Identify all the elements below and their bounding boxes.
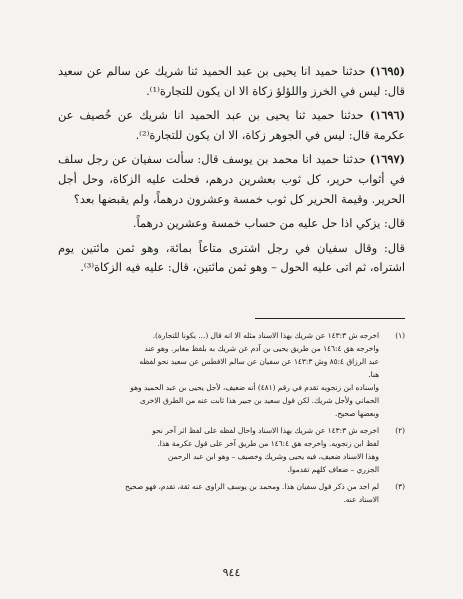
hadith-paragraph: [58, 62, 405, 101]
main-text: [58, 62, 405, 278]
hadith-number: (١٦٩٧): [369, 152, 406, 167]
footnote: [58, 480, 405, 506]
footnote-line: الاسناد عنه.: [343, 494, 379, 504]
hadith-text: حدثنا حميد ثنا يحيى بن عبد الحميد انا شريك عن خُصيف عن عكرمة قال: ليس في الجوهر زكاة، الا ان يكون للتجارة⁽²⁾.: [58, 108, 405, 142]
footnote-number: (١): [395, 330, 405, 340]
footnote-number: (٢): [395, 425, 405, 435]
answer-text: قال: يزكي اذا حل عليه من حساب خمسة وعشرين درهماً.: [132, 216, 405, 231]
footnote-line: واخرجه هق ١٤٦:٤ من طريق يحيى بن آدم عن شريك به بلفظ مغاير. وهو عند: [144, 343, 379, 353]
answer-text: قال: وقال سفيان في رجل اشترى متاعاً بمائة، وهو ثمن مائتين يوم اشتراه، ثم اتى عليه الحول – وهو ثمن مائتين، قال: عليه فيه الزكاة⁽³⁾.: [58, 240, 405, 275]
footnote: [58, 424, 405, 476]
footnote-line: الجزري – ضعاف كلهم تقدموا.: [287, 464, 379, 474]
footnote-line: وبعضها صحيح.: [334, 408, 379, 418]
footnote-line: لم اجد من ذكر قول سفيان هذا. ومحمد بن يوسف الراوي عنه ثقة، تقدم، فهو صحيح: [125, 481, 379, 491]
footnote-body: [58, 329, 379, 420]
hadith-text: حدثنا حميد انا يحيى بن عبد الحميد ثنا شريك عن سالم عن سعيد قال: ليس في الخرز واللؤلؤ زكاة الا ان يكون للتجارة⁽¹⁾.: [58, 64, 405, 98]
hadith-text: حدثنا حميد انا محمد بن يوسف قال: سألت سفيان عن رجل سلف في أثواب حرير، كل ثوب بعشرين درهم، فحلت عليه الزكاة، وحل أجل الحرير. وقيمة الحرير كل ثوب خمسة وعشرون درهماً، ولم يقبضها بعد؟: [58, 152, 405, 206]
hadith-number: (١٦٩٦): [369, 108, 405, 123]
footnote-number: (٣): [395, 481, 405, 491]
footnote-body: [58, 480, 379, 506]
footnotes: [58, 329, 405, 506]
answer-paragraph: [58, 239, 405, 278]
footnote-body: [58, 424, 379, 476]
hadith-number: (١٦٩٥): [369, 64, 405, 78]
footnote-line: وهذا الاسناد ضعيف، فيه يحيى وشريك وخصيف – وهو ابن عبد الرحمن: [167, 451, 379, 461]
footnote-line: واسناده ابن زنجويه تقدم في رقم (٤٨١) أنه ضعيف، لأجل يحيى بن عبد الحميد وهو: [130, 382, 379, 392]
footnote-line: اخرجه ش ١٤٣:٣ عن شريك بهذا الاسناد مثله الا انه قال (... يكونا للتجارة).: [152, 330, 379, 340]
footnote-line: لفظ ابن زنجويه. واخرجه هق ١٤٦:٤ من طريق آخر على قول عكرمة هذا.: [157, 438, 379, 448]
page-number: ٩٤٤: [222, 566, 241, 579]
hadith-paragraph: [58, 150, 405, 209]
footnote-separator: [255, 318, 405, 319]
footnote: [58, 329, 405, 420]
footnote-line: اخرجه ش ١٤٣:٣ عن شريك بهذا الاسناد واحال لفظه على لفظ اثر آخر نحو: [152, 425, 379, 435]
answer-paragraph: [58, 214, 405, 234]
hadith-paragraph: [58, 106, 405, 145]
footnote-line: الحماني ولأجل شريك. لكن قول سعيد بن جبير هذا ثابت عنه من الطرق الاخرى: [139, 395, 379, 405]
footnote-line: عبد الرزاق ٨٥:٤ وش ١٤٣:٣ عن سفيان عن سالم الافطس عن سعيد نحو لفظه: [139, 356, 379, 366]
footnote-line: هنا.: [368, 369, 379, 379]
